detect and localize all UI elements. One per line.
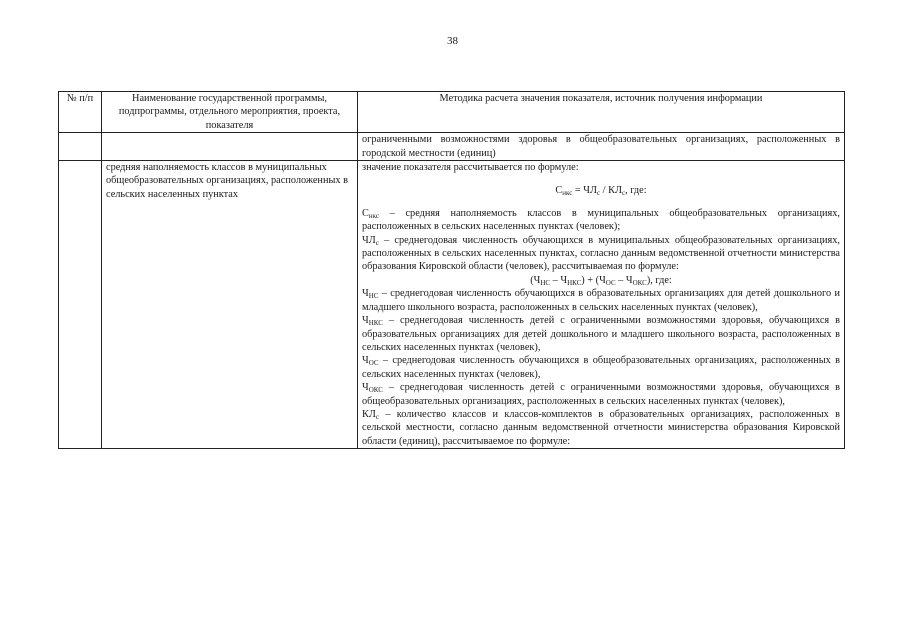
definition-ch-nks: $Ч_{НКС}$ – среднегодовая численность детей с ограниченными возможностями здоровья, обучающихся в образовательных организациях для детей дошкольного и младшего школьного возраста, расположенных в сельских населенных пунктах (человек),	[362, 315, 840, 353]
definition-ch-oks: $Ч_{ОКС}$ – среднегодовая численность детей с ограниченными возможностями здоровья, обучающихся в общеобразовательных организациях, расположенных в сельских населенных пунктах (человек),	[362, 382, 840, 407]
definition-c-nks: $С_{нкс}$ – средняя наполняемость классов в муниципальных общеобразовательных организациях, расположенных в сельских населенных пунктах (человек);	[362, 207, 840, 233]
table-row	[59, 133, 845, 161]
row-number-cell	[59, 133, 102, 161]
definition-chl-s: $ЧЛ_с$ – среднегодовая численность обучающихся в муниципальных общеобразовательных организациях, расположенных в сельских населенных пунктах, согласно данным ведомственной отчетности министерства образования Кировской области (человек), рассчитываемая по формуле:	[362, 234, 840, 273]
indicator-name-cell: средняя наполняемость классов в муниципальных общеобразовательных организациях, расположенных в сельских населенных пунктах	[102, 161, 358, 449]
page-number: 38	[447, 35, 458, 47]
definition-kl-s: $КЛ_с$ – количество классов и классов-комплектов в образовательных организациях, расположенных в сельской местности, согласно данным ведомственной отчетности министерства образования Кировской области (единиц), рассчитываемое по формуле:	[362, 408, 840, 447]
header-name-cell: Наименование государственной программы, подпрограммы, отдельного мероприятия, проекта, показателя	[102, 92, 358, 133]
row-number-cell	[59, 161, 102, 449]
main-formula: $С_{нкс} = ЧЛ_с / КЛ_с$, где:	[555, 185, 647, 198]
header-number-cell: № п/п	[59, 92, 102, 133]
definition-ch-ns: $Ч_{НС}$ – среднегодовая численность обучающихся в образовательных организациях для детей дошкольного и младшего школьного возраста, расположенных в сельских населенных пунктах (человек),	[362, 288, 840, 313]
indicator-method-cell	[358, 161, 845, 449]
row-name-cell	[102, 133, 358, 161]
methodology-table	[58, 91, 845, 449]
definition-ch-os: $Ч_{ОС}$ – среднегодовая численность обучающихся в общеобразовательных организациях, расположенных в сельских населенных пунктах (человек),	[362, 355, 840, 380]
table-header-row	[59, 92, 845, 133]
secondary-formula: $(Ч_{НС} - Ч_{НКС}) + (Ч_{ОС} - Ч_{ОКС})$, где:	[530, 274, 672, 287]
row-method-cell: ограниченными возможностями здоровья в общеобразовательных организациях, расположенных в городской местности (единиц)	[358, 133, 845, 161]
formula-intro: значение показателя рассчитывается по формуле:	[362, 162, 579, 174]
table-row	[59, 161, 845, 449]
header-method-cell: Методика расчета значения показателя, источник получения информации	[358, 92, 845, 133]
